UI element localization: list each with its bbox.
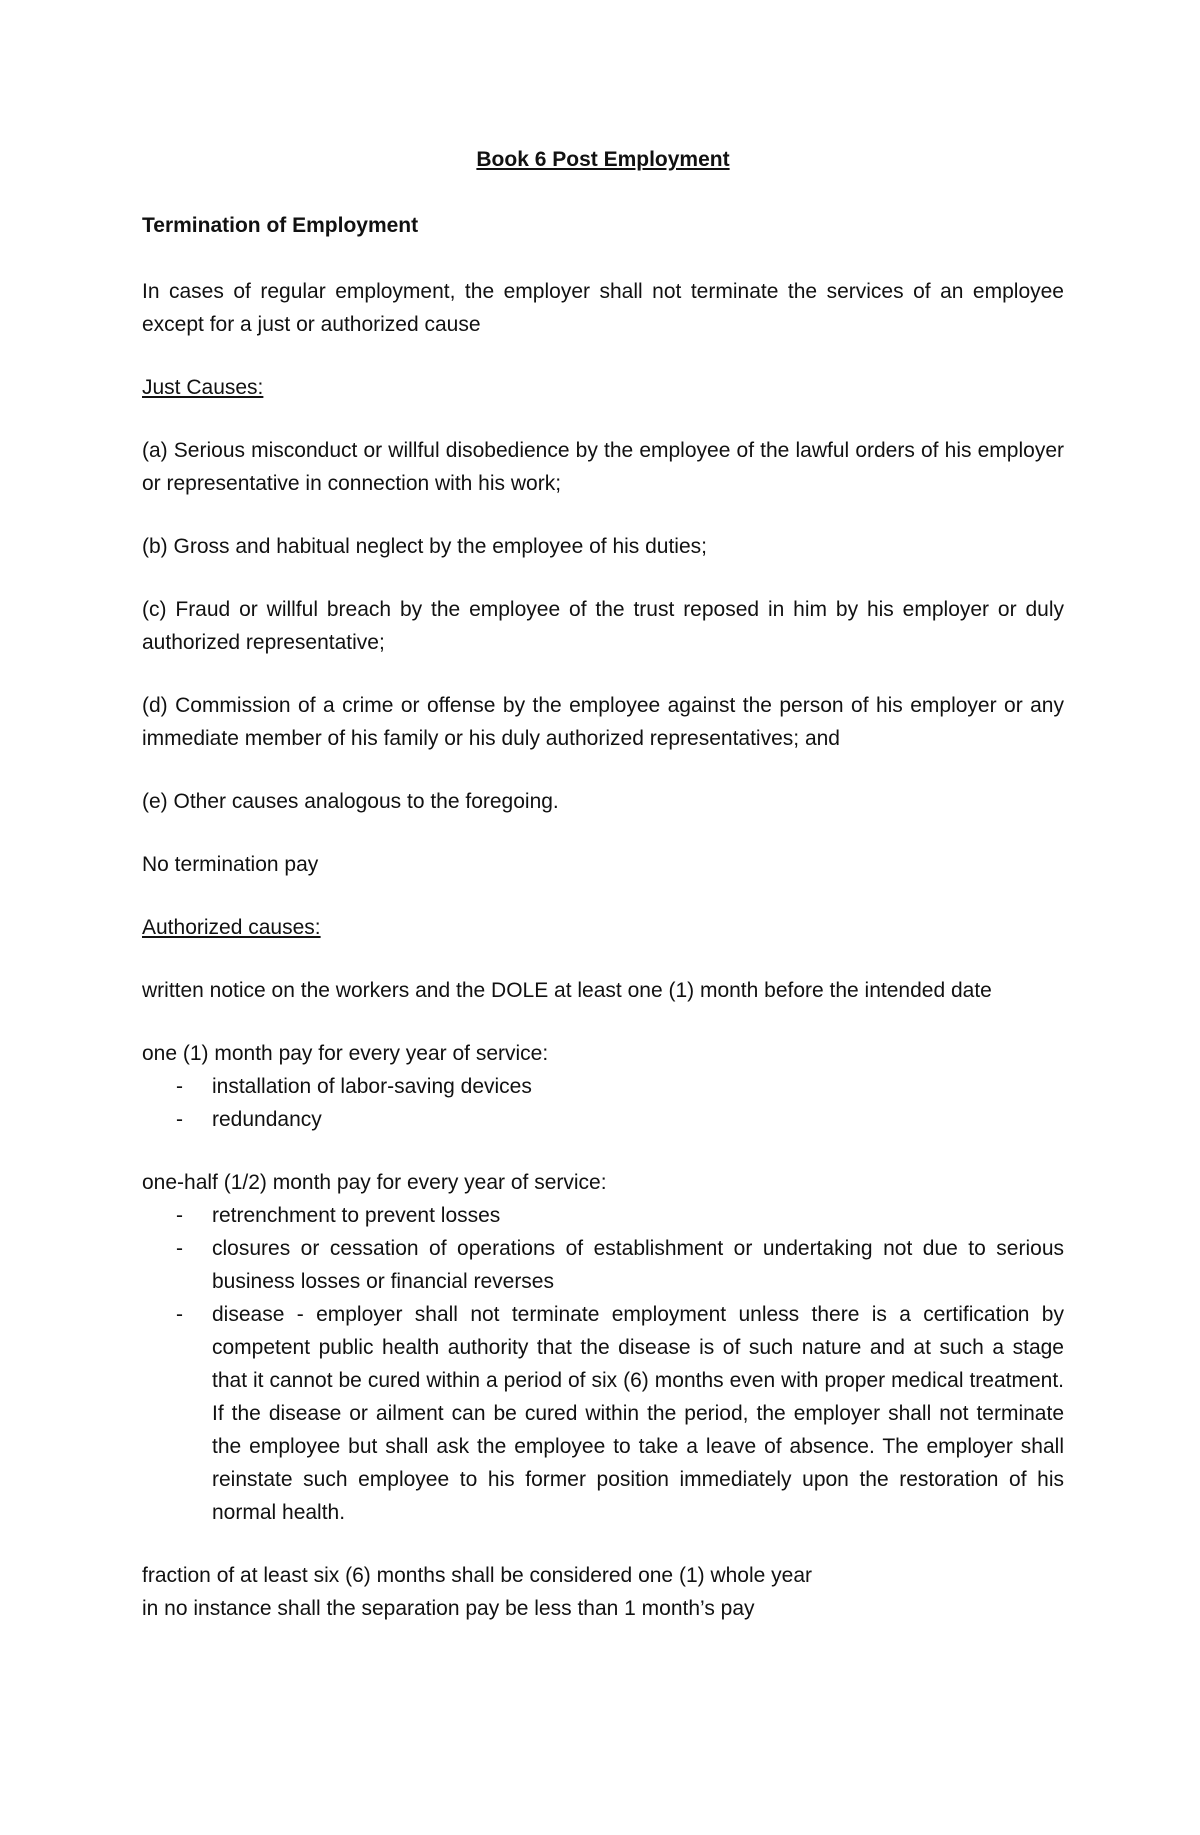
list-item-text: redundancy: [212, 1108, 322, 1131]
just-causes-label: Just Causes:: [142, 376, 264, 399]
fraction-rule: fraction of at least six (6) months shall be considered one (1) whole year: [142, 1564, 813, 1587]
just-cause-item: (b) Gross and habitual neglect by the employee of his duties;: [142, 535, 707, 558]
minimum-separation-pay-rule: in no instance shall the separation pay be less than 1 month’s pay: [142, 1597, 755, 1620]
list-item: [142, 1070, 1064, 1103]
dash-bullet: -: [176, 1237, 183, 1260]
just-cause-item: (e) Other causes analogous to the foregoing.: [142, 790, 559, 813]
section-heading: Termination of Employment: [142, 214, 419, 237]
list-item: [142, 1298, 1064, 1529]
list-item-text: installation of labor-saving devices: [212, 1075, 532, 1098]
no-termination-pay-note: No termination pay: [142, 853, 319, 876]
list-item: [142, 1103, 1064, 1136]
authorized-causes-label: Authorized causes:: [142, 916, 321, 939]
written-notice-paragraph: written notice on the workers and the DOLE at least one (1) month before the intended date: [142, 979, 992, 1002]
half-month-pay-intro: one-half (1/2) month pay for every year of service:: [142, 1171, 607, 1194]
list-item: [142, 1232, 1064, 1298]
document-content: [142, 143, 1064, 1625]
intro-paragraph: In cases of regular employment, the employer shall not terminate the services of an employee except for a just or authorized cause: [142, 280, 1064, 336]
dash-bullet: -: [176, 1075, 183, 1098]
dash-bullet: -: [176, 1303, 183, 1326]
just-cause-item: (c) Fraud or willful breach by the employee of the trust reposed in him by his employer or duly authorized representative;: [142, 598, 1064, 654]
list-item: [142, 1199, 1064, 1232]
one-month-pay-list: [142, 1070, 1064, 1136]
list-item-text: closures or cessation of operations of establishment or undertaking not due to serious business losses or financial reverses: [212, 1237, 1064, 1293]
dash-bullet: -: [176, 1108, 183, 1131]
half-month-pay-list: [142, 1199, 1064, 1529]
list-item-text: retrenchment to prevent losses: [212, 1204, 501, 1227]
list-item-text: disease - employer shall not terminate employment unless there is a certification by competent public health authority that the disease is of such nature and at such a stage that it cannot be cured within a period of six (6) months even with proper medical treatment. If the disease or ailment can be cured within the period, the employer shall not terminate the employee but shall ask the employee to take a leave of absence. The employer shall reinstate such employee to his former position immediately upon the restoration of his normal health.: [212, 1303, 1064, 1524]
just-cause-item: (d) Commission of a crime or offense by the employee against the person of his employer or any immediate member of his family or his duly authorized representatives; and: [142, 694, 1064, 750]
document-title: Book 6 Post Employment: [476, 148, 730, 171]
dash-bullet: -: [176, 1204, 183, 1227]
one-month-pay-intro: one (1) month pay for every year of service:: [142, 1042, 549, 1065]
just-cause-item: (a) Serious misconduct or willful disobedience by the employee of the lawful orders of his employer or representative in connection with his work;: [142, 439, 1064, 495]
